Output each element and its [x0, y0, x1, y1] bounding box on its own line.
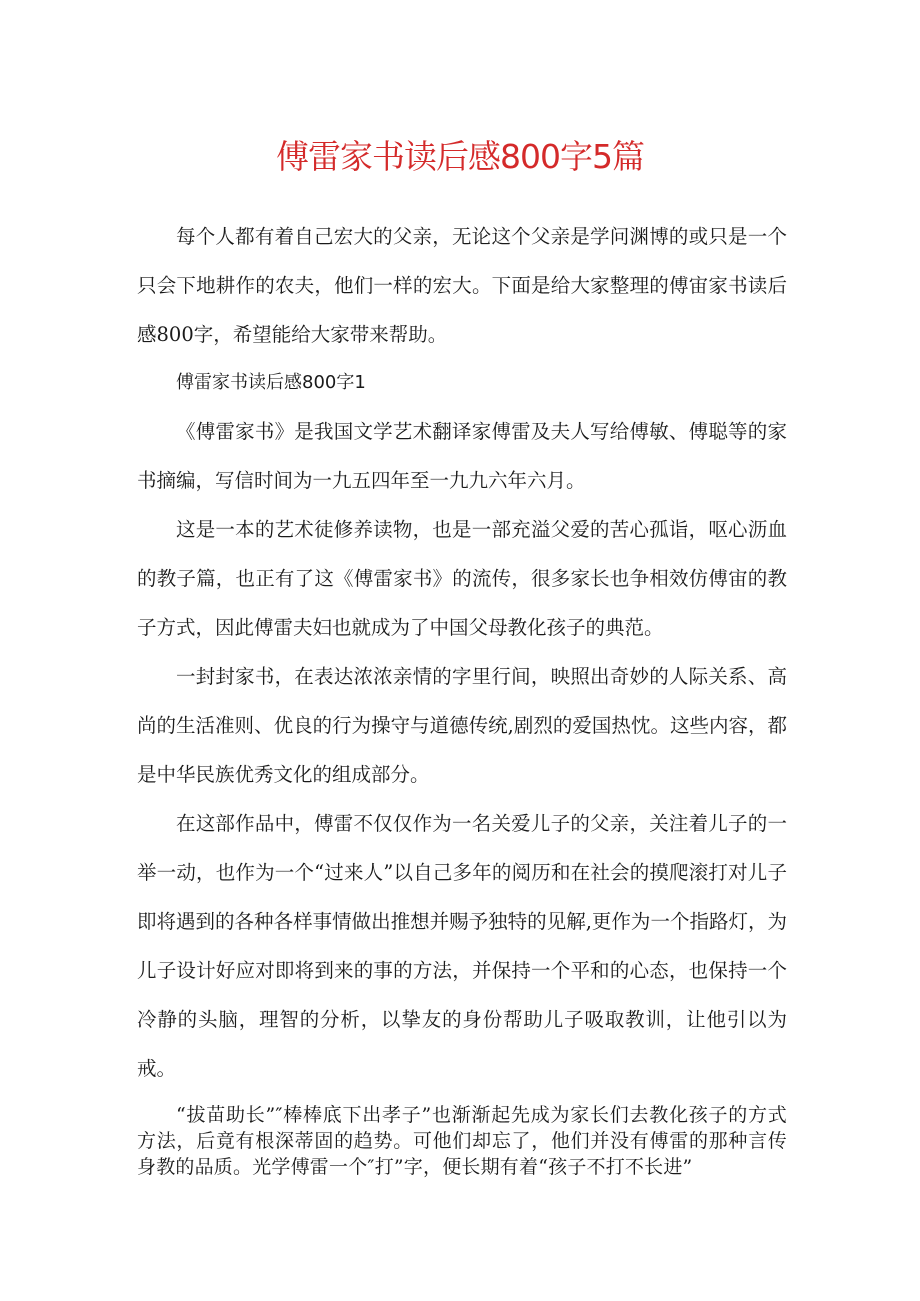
paragraph-2: 这是一本的艺术徒修养读物，也是一部充溢父爱的苦心孤诣，呕心沥血的教子篇，也正有了这《傅雷家书》的流传，很多家长也争相效仿傅宙的教子方式，因此傅雷夫妇也就成为了中国父母教化孩子的典范。 [137, 518, 787, 639]
paragraph-3: 一封封家书，在表达浓浓亲情的字里行间，映照出奇妙的人际关系、高尚的生活准则、优良的行为操守与道德传统,剧烈的爱国热忱。这些内容，都是中华民族优秀文化的组成部分。 [137, 665, 787, 786]
document-title: 傅雷家书读后感800字5篇 [276, 137, 644, 176]
paragraph-5: “拔苗助长”″棒棒底下出孝子”也渐渐起先成为家长们去教化孩子的方式方法，后竟有根深蒂固的趋势。可他们却忘了，他们并没有傅雷的那种言传身教的品质。光学傅雷一个″打”字，便长期有着“孩子不打不长进” [137, 1104, 787, 1178]
paragraph-1: 《傅雷家书》是我国文学艺术翻译家傅雷及夫人写给傅敏、傅聪等的家书摘编，写信时间为一九五四年至一九九六年六月。 [137, 420, 787, 492]
section-heading: 傅雷家书读后感800字1 [176, 372, 366, 393]
paragraph-4: 在这部作品中，傅雷不仅仅作为一名关爱儿子的父亲，关注着儿子的一举一动，也作为一个“过来人”以自己多年的阅历和在社会的摸爬滚打对儿子即将遇到的各种各样事情做出推想并赐予独特的见解,更作为一个指路灯，为儿子设计好应对即将到来的事的方法，并保持一个平和的心态，也保持一个冷静的头脑，理智的分析，以挚友的身份帮助儿子吸取教训，让他引以为戒。 [137, 812, 787, 1080]
intro-paragraph: 每个人都有着自己宏大的父亲，无论这个父亲是学问渊博的或只是一个只会下地耕作的农夫，他们一样的宏大。下面是给大家整理的傅宙家书读后感800字，希望能给大家带来帮助。 [137, 225, 787, 346]
